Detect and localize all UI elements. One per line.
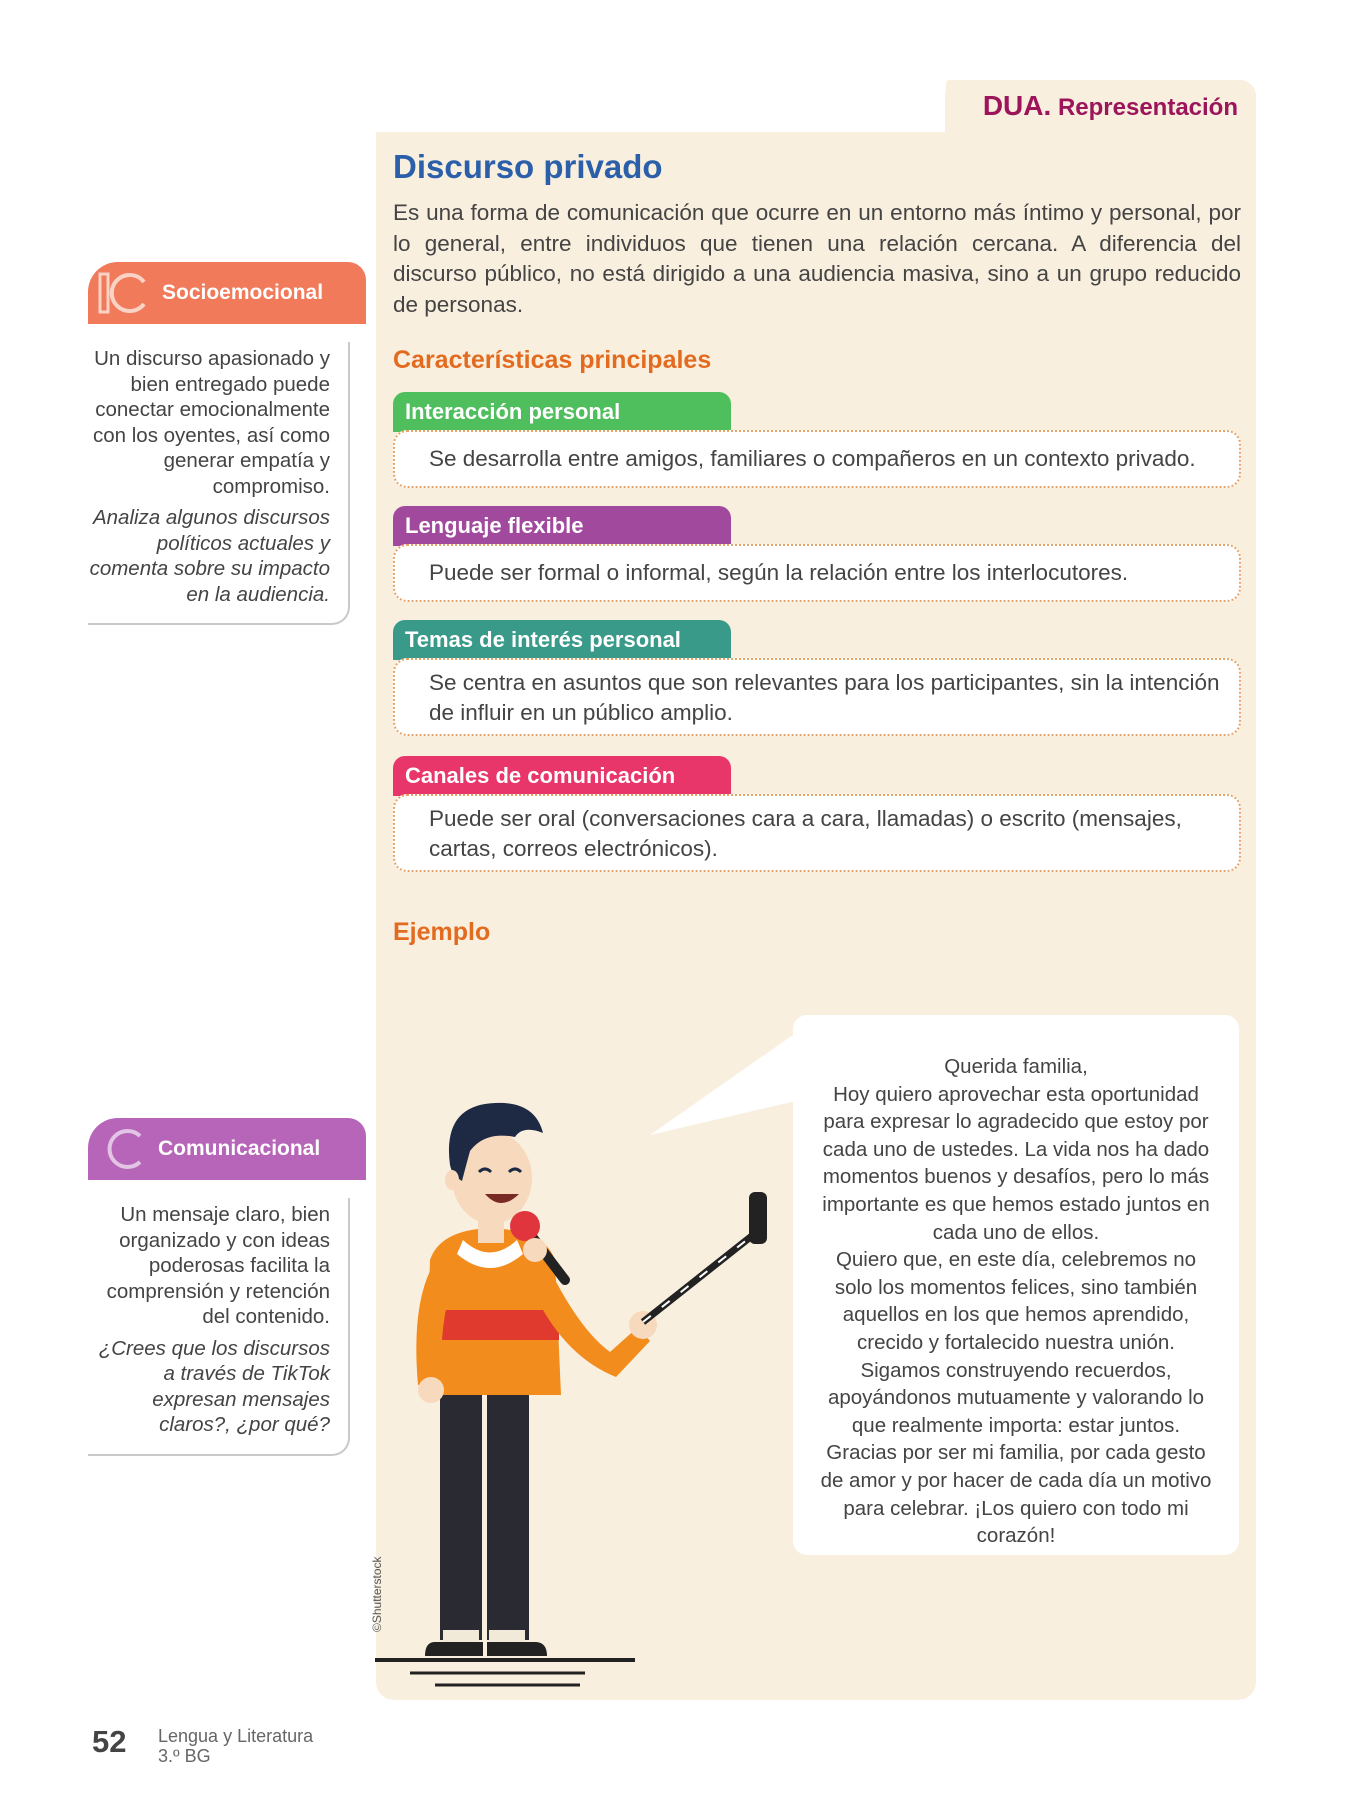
speaker-illustration bbox=[375, 1090, 795, 1690]
card-label: Lenguaje flexible bbox=[393, 506, 731, 546]
speech-bubble bbox=[793, 1015, 1239, 1555]
comunicacional-question: ¿Crees que los discursos a través de TikTok expresan mensajes claros?, ¿por qué? bbox=[98, 1336, 330, 1436]
socioemocional-title: Socioemocional bbox=[162, 281, 324, 304]
image-credit: ©Shutterstock bbox=[370, 1556, 384, 1632]
panel-notch bbox=[376, 80, 946, 132]
comunicacional-box bbox=[88, 1198, 350, 1456]
page-number: 52 bbox=[92, 1724, 127, 1759]
intro-paragraph: Es una forma de comunicación que ocurre en un entorno más íntimo y personal, por lo general, entre individuos que tienen una relación cercana. A diferencia del discurso público, no está dirigido a una audiencia masiva, sino a un grupo reducido de personas. bbox=[393, 200, 1241, 317]
card-text: Se centra en asuntos que son relevantes para los participantes, sin la intención de influir en un público amplio. bbox=[393, 658, 1241, 736]
footer-subject bbox=[158, 1726, 313, 1766]
speech-line: Querida familia, bbox=[944, 1055, 1088, 1078]
card-label: Interacción personal bbox=[393, 392, 731, 432]
page-title: Discurso privado bbox=[393, 148, 663, 185]
socioemocional-icon bbox=[96, 268, 150, 318]
example-heading: Ejemplo bbox=[393, 918, 491, 946]
characteristic-card-interaction bbox=[393, 392, 1241, 488]
comunicacional-icon bbox=[96, 1124, 150, 1174]
characteristic-card-channels bbox=[393, 756, 1241, 872]
comunicacional-text: Un mensaje claro, bien organizado y con ideas poderosas facilita la comprensión y retención del contenido. bbox=[106, 1203, 330, 1328]
card-label: Temas de interés personal bbox=[393, 620, 731, 660]
card-text: Puede ser oral (conversaciones cara a cara, llamadas) o escrito (mensajes, cartas, correos electrónicos). bbox=[393, 794, 1241, 872]
socioemocional-text: Un discurso apasionado y bien entregado puede conectar emocionalmente con los oyentes, así como generar empatía y compromiso. bbox=[92, 347, 330, 498]
comunicacional-title: Comunicacional bbox=[158, 1137, 321, 1160]
characteristic-card-topics bbox=[393, 620, 1241, 736]
card-label: Canales de comunicación bbox=[393, 756, 731, 796]
dua-label bbox=[983, 90, 1238, 122]
characteristics-heading: Características principales bbox=[393, 346, 712, 374]
characteristic-card-language bbox=[393, 506, 1241, 602]
socioemocional-tab bbox=[88, 262, 366, 324]
socioemocional-box bbox=[88, 342, 350, 625]
grade-label: 3.º BG bbox=[158, 1746, 211, 1766]
speech-line: Gracias por ser mi familia, por cada gesto de amor y por hacer de cada día un motivo para celebrar. ¡Los quiero con todo mi corazón! bbox=[820, 1441, 1212, 1548]
subject-name: Lengua y Literatura bbox=[158, 1726, 314, 1746]
speech-line: Hoy quiero aprovechar esta oportunidad para expresar lo agradecido que estoy por cada uno de ustedes. La vida nos ha dado momentos buenos y desafíos, pero lo más importante es que hemos estado juntos en cada uno de ellos. bbox=[822, 1082, 1210, 1244]
card-text: Se desarrolla entre amigos, familiares o compañeros en un contexto privado. bbox=[393, 430, 1241, 488]
comunicacional-tab bbox=[88, 1118, 366, 1180]
dua-prefix: DUA. bbox=[982, 90, 1052, 121]
dua-text: Representación bbox=[1057, 94, 1238, 121]
speech-line: Quiero que, en este día, celebremos no solo los momentos felices, sino también aquellos en los que hemos aprendido, crecido y fortalecido nuestra unión. Sigamos construyendo recuerdos, apoyándonos mutuamente y valorando lo que realmente importa: estar juntos. bbox=[827, 1248, 1205, 1437]
socioemocional-question: Analiza algunos discursos políticos actuales y comenta sobre su impacto en la audiencia. bbox=[89, 506, 330, 606]
card-text: Puede ser formal o informal, según la relación entre los interlocutores. bbox=[393, 544, 1241, 602]
